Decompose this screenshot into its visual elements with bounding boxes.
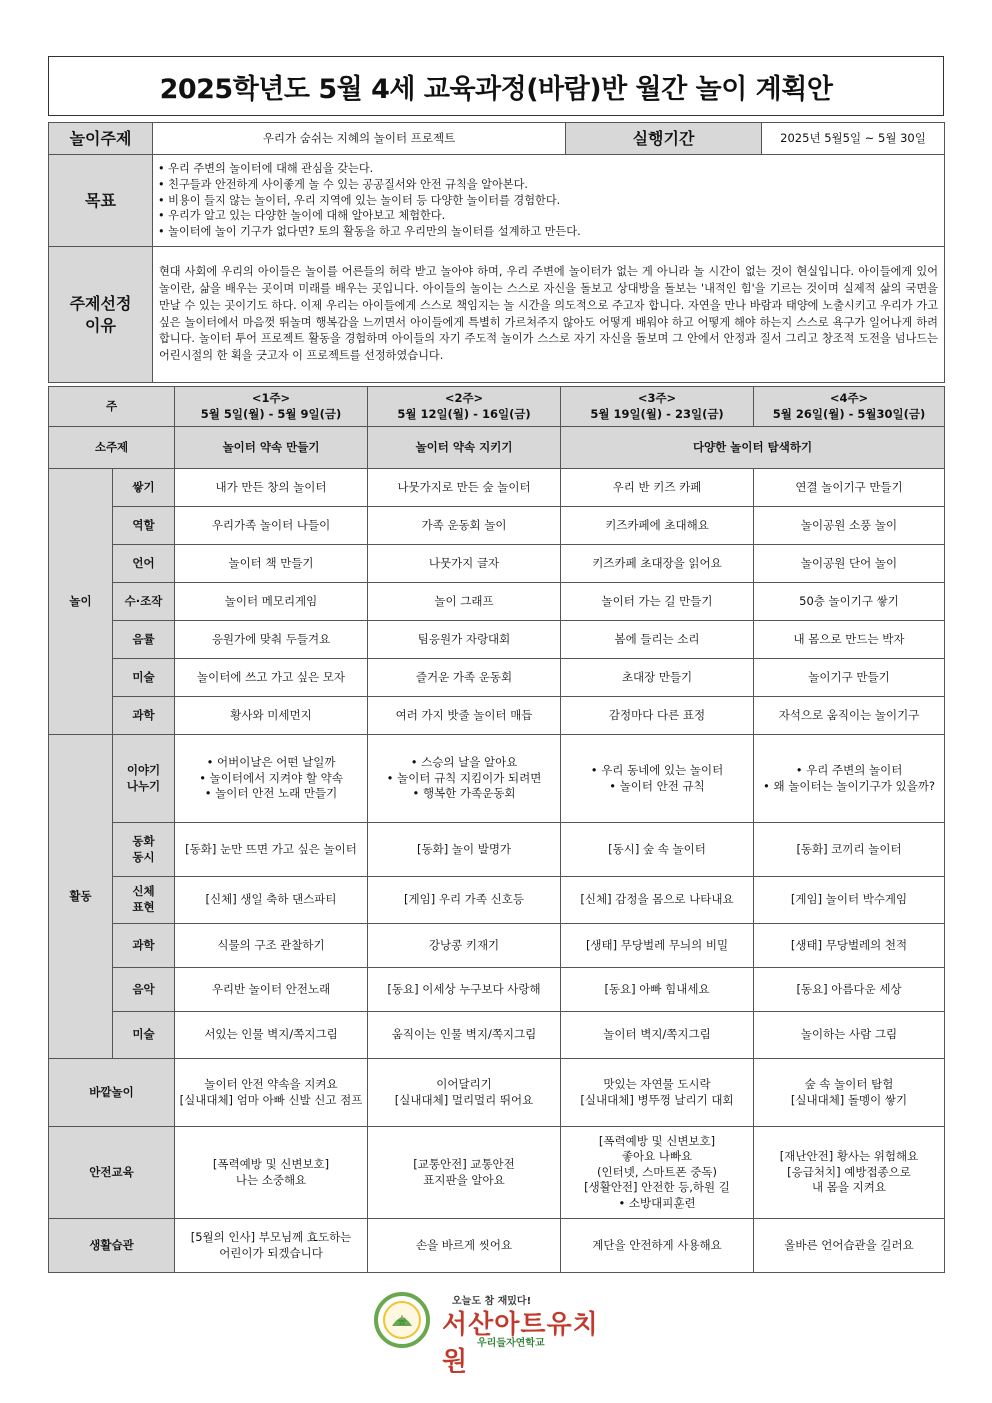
plan-cell: 키즈카페 초대장을 읽어요 xyxy=(561,545,754,583)
week-header xyxy=(368,387,561,427)
cell-line: 이어달리기 xyxy=(436,1076,492,1091)
plan-cell: 식물의 구조 관찰하기 xyxy=(175,924,368,968)
plan-cell: 감정마다 다른 표정 xyxy=(561,697,754,735)
row-label-line: 이야기 xyxy=(126,762,161,777)
plan-cell: 키즈카페에 초대해요 xyxy=(561,507,754,545)
goal-item: • 우리 주변의 놀이터에 대해 관심을 갖는다. xyxy=(158,161,939,177)
plan-cell xyxy=(175,1219,368,1273)
cell-line: 어린이가 되겠습니다 xyxy=(219,1245,323,1260)
bullet-item: • 어버이날은 어떤 날일까 xyxy=(178,755,364,771)
plan-cell: [신체] 감정을 몸으로 나타내요 xyxy=(561,877,754,924)
plan-cell: 놀이터 가는 길 만들기 xyxy=(561,583,754,621)
plan-cell: 놀이 그래프 xyxy=(368,583,561,621)
theme-label: 놀이주제 xyxy=(49,123,153,155)
plan-cell xyxy=(754,735,945,823)
subtopic-cell: 놀이터 약속 지키기 xyxy=(368,427,561,469)
plan-cell: [동요] 이세상 누구보다 사랑해 xyxy=(368,968,561,1012)
week-label: 주 xyxy=(49,387,175,427)
page-title: 2025학년도 5월 4세 교육과정(바람)반 월간 놀이 계획안 xyxy=(48,56,944,116)
plan-cell xyxy=(175,1059,368,1127)
week-name: <2주> xyxy=(444,390,484,405)
subtopic-cell: 다양한 놀이터 탐색하기 xyxy=(561,427,945,469)
goals-cell xyxy=(153,155,945,247)
cell-line: 맛있는 자연물 도시락 xyxy=(603,1076,711,1091)
plan-cell: 움직이는 인물 벽지/쪽지그림 xyxy=(368,1012,561,1059)
plan-cell: [생태] 무당벌레의 천적 xyxy=(754,924,945,968)
plan-cell: 손을 바르게 씻어요 xyxy=(368,1219,561,1273)
schedule-table xyxy=(48,386,945,1273)
cell-line: [실내대체] 돌멩이 쌓기 xyxy=(790,1092,908,1107)
row-label: 과학 xyxy=(113,697,175,735)
activity-label: 활동 xyxy=(49,735,113,1059)
plan-cell: 50층 놀이기구 쌓기 xyxy=(754,583,945,621)
plan-cell: [신체] 생일 축하 댄스파티 xyxy=(175,877,368,924)
week-dates: 5월 5일(월) - 5월 9일(금) xyxy=(200,406,342,421)
plan-cell xyxy=(754,1059,945,1127)
logo-badge-icon xyxy=(372,1290,432,1350)
goal-item: • 놀이터에 놀이 기구가 없다면? 토의 활동을 하고 우리만의 놀이터를 설계하고 만든다. xyxy=(158,224,939,240)
row-label: 미술 xyxy=(113,1012,175,1059)
bullet-item: • 우리 동네에 있는 놀이터 xyxy=(564,763,750,779)
plan-cell: 올바른 언어습관을 길러요 xyxy=(754,1219,945,1273)
plan-cell: [동요] 아름다운 세상 xyxy=(754,968,945,1012)
plan-cell: [동요] 아빠 힘내세요 xyxy=(561,968,754,1012)
row-label: 수·조작 xyxy=(113,583,175,621)
bullet-item: • 왜 놀이터는 놀이기구가 있을까? xyxy=(757,779,941,795)
bullet-item: • 우리 주변의 놀이터 xyxy=(757,763,941,779)
row-label-line: 신체 xyxy=(132,884,155,899)
cell-line: [응급처치] 예방접종으로 xyxy=(787,1164,911,1179)
row-label-line: 나누기 xyxy=(126,778,161,793)
outdoor-label: 바깥놀이 xyxy=(49,1059,175,1127)
plan-cell: 우리반 놀이터 안전노래 xyxy=(175,968,368,1012)
plan-cell: [동화] 코끼리 놀이터 xyxy=(754,823,945,877)
plan-cell: 놀이터 벽지/쪽지그림 xyxy=(561,1012,754,1059)
reason-label-line2: 이유 xyxy=(85,315,116,335)
info-table xyxy=(48,122,945,383)
row-label: 음률 xyxy=(113,621,175,659)
cell-line: [실내대체] 병뚜껑 날리기 대회 xyxy=(580,1092,734,1107)
cell-line: [재난안전] 황사는 위험해요 xyxy=(779,1149,919,1164)
cell-line: 내 몸을 지켜요 xyxy=(812,1180,886,1195)
plan-cell: 서있는 인물 벽지/쪽지그림 xyxy=(175,1012,368,1059)
cell-line: [실내대체] 멀리멀리 뛰어요 xyxy=(394,1092,534,1107)
plan-cell: 놀이터 메모리게임 xyxy=(175,583,368,621)
row-label-line: 동시 xyxy=(132,849,155,864)
plan-cell: 놀이공원 소풍 놀이 xyxy=(754,507,945,545)
reason-label-line1: 주제선정 xyxy=(69,293,132,313)
plan-cell xyxy=(368,735,561,823)
row-label-line: 표현 xyxy=(132,900,155,914)
kindergarten-logo xyxy=(372,1290,612,1377)
plan-cell: 놀이터에 쓰고 가고 싶은 모자 xyxy=(175,659,368,697)
plan-cell xyxy=(561,1059,754,1127)
week-name: <4주> xyxy=(829,390,869,405)
week-name: <1주> xyxy=(251,390,291,405)
week-dates: 5월 19일(월) - 23일(금) xyxy=(590,406,724,421)
plan-cell: 나뭇가지 글자 xyxy=(368,545,561,583)
row-label: 쌓기 xyxy=(113,469,175,507)
cell-line: [교통안전] 교통안전 xyxy=(413,1156,515,1171)
cell-line: • 소방대피훈련 xyxy=(618,1195,696,1210)
reason-label xyxy=(49,247,153,383)
bullet-item: • 놀이터 안전 규칙 xyxy=(564,779,750,795)
subtopic-label: 소주제 xyxy=(49,427,175,469)
plan-cell: 자석으로 움직이는 놀이기구 xyxy=(754,697,945,735)
bullet-item: • 놀이터 안전 노래 만들기 xyxy=(178,786,364,802)
plan-cell: [게임] 놀이터 박수게임 xyxy=(754,877,945,924)
cell-line: (인터넷, 스마트폰 중독) xyxy=(597,1164,717,1179)
row-label xyxy=(113,823,175,877)
week-dates: 5월 12일(월) - 16일(금) xyxy=(397,406,531,421)
plan-cell: 놀이하는 사람 그림 xyxy=(754,1012,945,1059)
goal-item: • 친구들과 안전하게 사이좋게 놀 수 있는 공공질서와 안전 규칙을 알아본다. xyxy=(158,177,939,193)
cell-line: 나는 소중해요 xyxy=(235,1172,307,1187)
logo-name: 서산아트유치원 xyxy=(442,1310,599,1377)
period-value: 2025년 5월5일 ~ 5월 30일 xyxy=(762,123,945,155)
week-header xyxy=(754,387,945,427)
row-label xyxy=(113,735,175,823)
cell-line: 숲 속 놀이터 탐험 xyxy=(804,1076,894,1091)
row-label: 미술 xyxy=(113,659,175,697)
row-label: 언어 xyxy=(113,545,175,583)
reason-text: 현대 사회에 우리의 아이들은 놀이를 어른들의 허락 받고 놀아야 하며, 우리 주변에 놀이터가 없는 게 아니라 놀 시간이 없는 것이 현실입니다. 아이들에게 있어 놀이란, 삶을 배우는 곳이며 미래를 배우는 곳입니다. 아이들의 놀이는 스스로 자신을 돌보고 상대방을 돌보는 '내적인 힘'을 기르는 것이며 실제적 삶의 국면을 만날 수 있는 곳이기도 하다. 이제 우리는 아이들에게 스스로 책임지는 놀 시간을 의도적으로 주고자 합니다. 자연을 만나 바람과 태양에 노출시키고 우리가 가고 싶은 놀이터에서 마음껏 뛰놀며 행복감을 느끼면서 아이들에게 특별히 가르쳐주지 않아도 어떻게 배워야 하고 어떻게 해야 하는지 스스로 욕구가 일어나게 하려 합니다. 놀이터 투어 프로젝트 활동을 경험하며 아이들의 자기 주도적 놀이가 스스로 자기 자신을 돌보며 그 안에서 안정과 질서 그리고 창조적 도전을 넘나드는 어린시절의 한 획을 긋고자 이 프로젝트를 선정하였습니다. xyxy=(153,247,945,383)
bullet-item: • 행복한 가족운동회 xyxy=(371,786,557,802)
row-label: 과학 xyxy=(113,924,175,968)
row-label-line: 동화 xyxy=(132,833,155,848)
safety-label: 안전교육 xyxy=(49,1127,175,1219)
plan-cell: 봄에 들리는 소리 xyxy=(561,621,754,659)
plan-cell xyxy=(175,1127,368,1219)
plan-cell: [게임] 우리 가족 신호등 xyxy=(368,877,561,924)
cell-line: [폭력예방 및 신변보호] xyxy=(598,1133,716,1148)
plan-cell: 놀이공원 단어 놀이 xyxy=(754,545,945,583)
subtopic-cell: 놀이터 약속 만들기 xyxy=(175,427,368,469)
week-header xyxy=(175,387,368,427)
cell-line: [5월의 인사] 부모님께 효도하는 xyxy=(190,1229,352,1244)
plan-cell: 초대장 만들기 xyxy=(561,659,754,697)
bullet-item: • 스승의 날을 알아요 xyxy=(371,755,557,771)
logo-tagline: 오늘도 참 재밌다! xyxy=(452,1296,532,1307)
plan-cell: 가족 운동회 놀이 xyxy=(368,507,561,545)
plan-cell: 나뭇가지로 만든 숲 놀이터 xyxy=(368,469,561,507)
plan-cell: 연결 놀이기구 만들기 xyxy=(754,469,945,507)
plan-cell: 계단을 안전하게 사용해요 xyxy=(561,1219,754,1273)
plan-cell: [생태] 무당벌레 무늬의 비밀 xyxy=(561,924,754,968)
plan-cell: 강낭콩 키재기 xyxy=(368,924,561,968)
plan-cell xyxy=(561,735,754,823)
plan-cell: 놀이기구 만들기 xyxy=(754,659,945,697)
cell-line: [생활안전] 안전한 등,하원 길 xyxy=(584,1180,730,1195)
goal-item: • 비용이 들지 않는 놀이터, 우리 지역에 있는 놀이터 등 다양한 놀이터를 경험한다. xyxy=(158,193,939,209)
plan-cell xyxy=(754,1127,945,1219)
week-name: <3주> xyxy=(637,390,677,405)
plan-cell: 우리 반 키즈 카페 xyxy=(561,469,754,507)
plan-cell: 놀이터 책 만들기 xyxy=(175,545,368,583)
row-label xyxy=(113,877,175,924)
plan-cell: 우리가족 놀이터 나들이 xyxy=(175,507,368,545)
goals-list xyxy=(158,161,939,241)
play-label: 놀이 xyxy=(49,469,113,735)
svg-text:숲: 숲 xyxy=(397,1316,407,1327)
plan-cell: 즐거운 가족 운동회 xyxy=(368,659,561,697)
bullet-item: • 놀이터에서 지켜야 할 약속 xyxy=(178,771,364,787)
plan-cell: 내가 만든 창의 놀이터 xyxy=(175,469,368,507)
plan-cell: [동화] 놀이 발명가 xyxy=(368,823,561,877)
row-label: 역할 xyxy=(113,507,175,545)
bullet-item: • 놀이터 규칙 지킴이가 되려면 xyxy=(371,771,557,787)
cell-line: 표지판을 알아요 xyxy=(423,1172,505,1187)
week-dates: 5월 26일(월) - 5월30일(금) xyxy=(772,406,926,421)
week-header xyxy=(561,387,754,427)
plan-cell: 팀응원가 자랑대회 xyxy=(368,621,561,659)
goals-label: 목표 xyxy=(49,155,153,247)
plan-cell: [동화] 눈만 뜨면 가고 싶은 놀이터 xyxy=(175,823,368,877)
plan-cell: 응원가에 맞춰 두들겨요 xyxy=(175,621,368,659)
plan-cell: [동시] 숲 속 놀이터 xyxy=(561,823,754,877)
period-label: 실행기간 xyxy=(566,123,762,155)
logo-subtitle: 우리들자연학교 xyxy=(477,1338,545,1349)
plan-cell xyxy=(561,1127,754,1219)
cell-line: [폭력예방 및 신변보호] xyxy=(212,1156,330,1171)
theme-value: 우리가 숨쉬는 지혜의 놀이터 프로젝트 xyxy=(153,123,566,155)
cell-line: 놀이터 안전 약속을 지켜요 xyxy=(204,1076,338,1091)
cell-line: [실내대체] 엄마 아빠 신발 신고 점프 xyxy=(179,1092,363,1107)
plan-cell: 여러 가지 밧줄 놀이터 매듭 xyxy=(368,697,561,735)
goal-item: • 우리가 알고 있는 다양한 놀이에 대해 알아보고 체험한다. xyxy=(158,208,939,224)
plan-cell xyxy=(175,735,368,823)
plan-cell: 내 몸으로 만드는 박자 xyxy=(754,621,945,659)
plan-cell xyxy=(368,1127,561,1219)
habit-label: 생활습관 xyxy=(49,1219,175,1273)
plan-cell: 황사와 미세먼지 xyxy=(175,697,368,735)
cell-line: 좋아요 나빠요 xyxy=(621,1149,693,1164)
row-label: 음악 xyxy=(113,968,175,1012)
plan-cell xyxy=(368,1059,561,1127)
